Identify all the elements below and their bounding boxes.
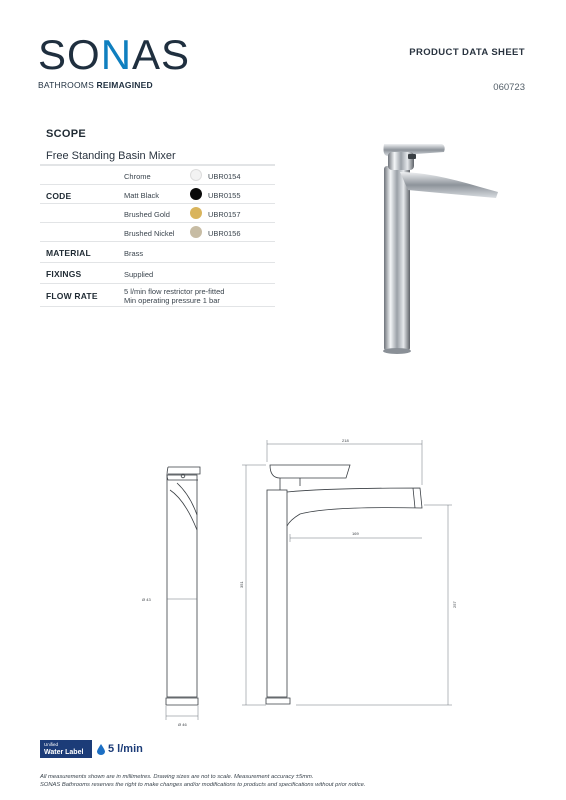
dimension-lines bbox=[166, 440, 452, 720]
water-drop-icon bbox=[97, 744, 105, 755]
water-label-badge bbox=[40, 740, 92, 758]
footer-disclaimer bbox=[40, 773, 365, 789]
technical-drawing bbox=[130, 430, 460, 730]
logo-accent: N bbox=[100, 31, 133, 78]
spec-row-fixings bbox=[40, 262, 275, 283]
dim-spout-height: 257 bbox=[452, 601, 457, 608]
finish-name: Brushed Nickel bbox=[124, 229, 175, 238]
spec-label: MATERIAL bbox=[46, 248, 91, 258]
finish-name: Brushed Gold bbox=[124, 210, 170, 219]
finish-row bbox=[40, 165, 275, 184]
front-view bbox=[266, 465, 422, 704]
spec-row-code bbox=[40, 164, 275, 241]
spec-value: 5 l/min flow restrictor pre-fitted bbox=[124, 287, 225, 296]
finish-swatch bbox=[190, 169, 202, 181]
dim-width: 218 bbox=[342, 438, 349, 443]
tagline-normal: BATHROOMS bbox=[38, 80, 97, 90]
spec-label: CODE bbox=[46, 191, 72, 201]
finish-row bbox=[40, 222, 275, 241]
product-photo bbox=[370, 132, 510, 357]
spec-table bbox=[40, 164, 275, 307]
finish-code: UBR0155 bbox=[208, 191, 241, 200]
finish-code: UBR0154 bbox=[208, 172, 241, 181]
dim-reach: 169 bbox=[352, 531, 359, 536]
spec-value: Supplied bbox=[124, 270, 154, 279]
finish-row bbox=[40, 184, 275, 203]
finish-code: UBR0157 bbox=[208, 210, 241, 219]
product-description: Free Standing Basin Mixer bbox=[46, 150, 176, 162]
finish-name: Matt Black bbox=[124, 191, 160, 200]
sheet-code: 060723 bbox=[493, 82, 525, 93]
finish-name: Chrome bbox=[124, 172, 151, 181]
water-label-small: Unified bbox=[44, 742, 59, 747]
spec-row-flow bbox=[40, 283, 275, 307]
dimension-labels bbox=[142, 438, 457, 727]
water-label-rate: 5 l/min bbox=[108, 743, 143, 755]
water-label-big: Water Label bbox=[44, 749, 84, 756]
brand-logo bbox=[38, 31, 191, 90]
sheet-title: PRODUCT DATA SHEET bbox=[409, 47, 525, 58]
side-view bbox=[166, 467, 200, 705]
finish-code: UBR0156 bbox=[208, 229, 241, 238]
dim-height: 351 bbox=[239, 581, 244, 588]
water-label bbox=[40, 740, 143, 758]
spec-value: Min operating pressure 1 bar bbox=[124, 296, 220, 305]
finish-swatch bbox=[190, 226, 202, 238]
spec-label: FLOW RATE bbox=[46, 291, 98, 301]
finish-swatch bbox=[190, 207, 202, 219]
finish-row bbox=[40, 203, 275, 222]
logo-tagline bbox=[38, 80, 190, 90]
spec-label: FIXINGS bbox=[46, 269, 82, 279]
logo-part: SO bbox=[38, 31, 101, 78]
finish-swatch bbox=[190, 188, 202, 200]
tagline-bold: REIMAGINED bbox=[96, 80, 153, 90]
spec-value: Brass bbox=[124, 249, 144, 258]
logo-wordmark bbox=[38, 31, 191, 78]
spec-row-material bbox=[40, 241, 275, 262]
dim-body-diameter: Ø 43 bbox=[142, 597, 151, 602]
footer-line: All measurements shown are in millimetres. Drawing sizes are not to scale. Measurement accuracy ±5mm. bbox=[40, 774, 314, 780]
footer-line: SONAS Bathrooms reserves the right to make changes and/or modifications to products and specifications without prior notice. bbox=[40, 782, 366, 788]
logo-part: AS bbox=[132, 31, 191, 78]
dim-base-diameter: Ø 46 bbox=[178, 722, 187, 727]
product-name: SCOPE bbox=[46, 128, 87, 140]
